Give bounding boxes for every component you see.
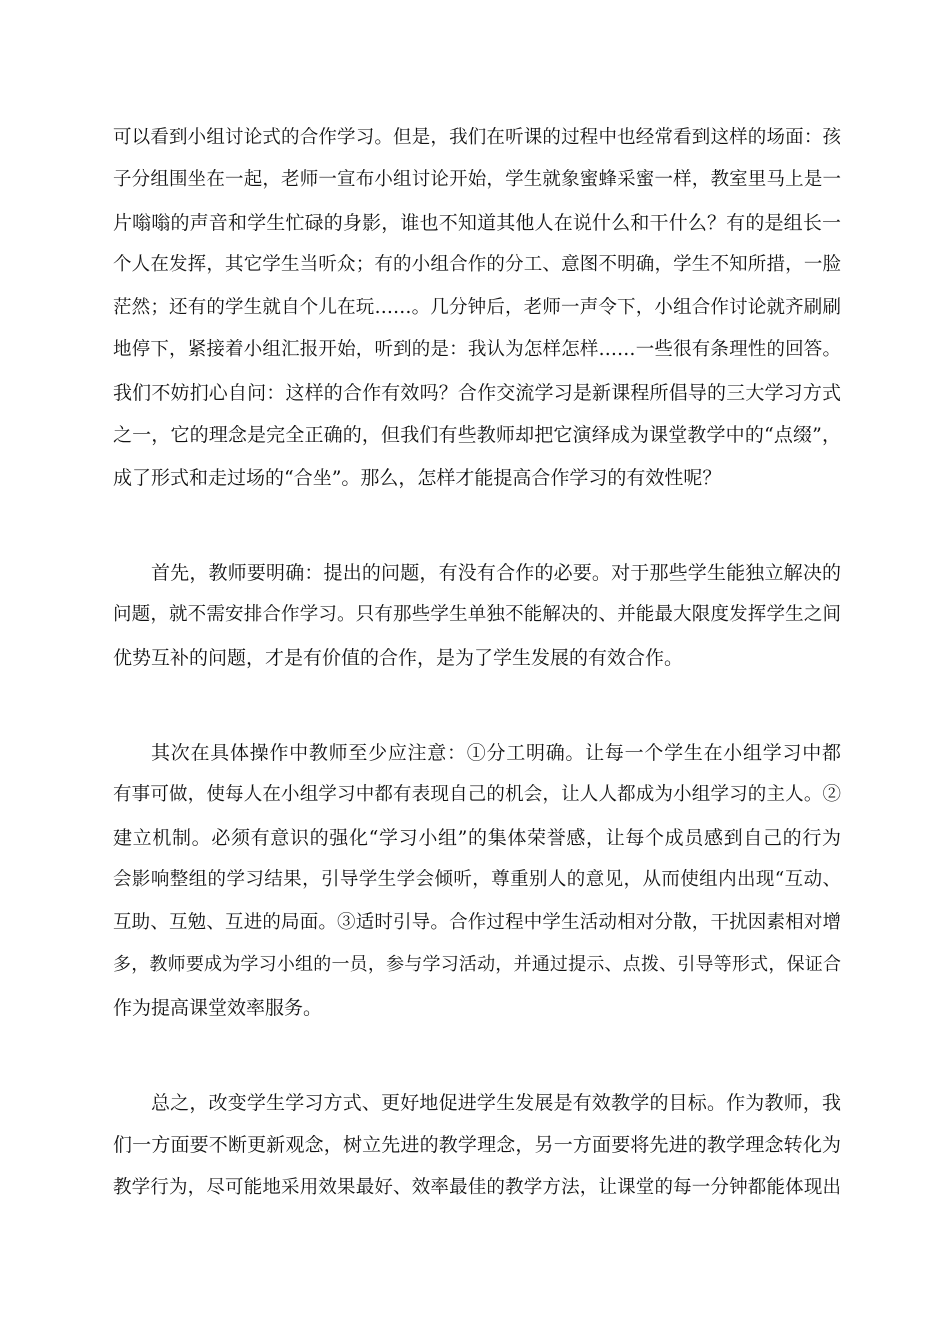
text-line: 之一，它的理念是完全正确的，但我们有些教师却把它演绎成为课堂教学中的“点缀”， xyxy=(113,424,841,446)
text-line: 会影响整组的学习结果，引导学生学会倾听，尊重别人的意见，从而使组内出现“互动、 xyxy=(113,869,841,890)
text-line: 互助、互勉、互进的局面。③适时引导。合作过程中学生活动相对分散，干扰因素相对增 xyxy=(113,912,841,933)
text-line: 有事可做，使每人在小组学习中都有表现自己的机会，让人人都成为小组学习的主人。② xyxy=(113,784,841,805)
text-line: 其次在具体操作中教师至少应注意：①分工明确。让每一个学生在小组学习中都 xyxy=(151,742,841,764)
text-line: 个人在发挥，其它学生当听众；有的小组合作的分工、意图不明确，学生不知所措，一脸 xyxy=(113,254,841,275)
text-line: 教学行为，尽可能地采用效果最好、效率最佳的教学方法，让课堂的每一分钟都能体现出 xyxy=(113,1177,841,1198)
text-line: 地停下，紧接着小组汇报开始，听到的是：我认为怎样怎样……一些很有条理性的回答。 xyxy=(113,339,841,360)
text-line: 们一方面要不断更新观念，树立先进的教学理念，另一方面要将先进的教学理念转化为 xyxy=(113,1134,841,1156)
text-line: 作为提高课堂效率服务。 xyxy=(113,997,323,1019)
text-line: 片嗡嗡的声音和学生忙碌的身影，谁也不知道其他人在说什么和干什么？有的是组长一 xyxy=(113,212,841,234)
text-line: 优势互补的问题，才是有价值的合作，是为了学生发展的有效合作。 xyxy=(113,647,684,669)
text-line: 首先，教师要明确：提出的问题，有没有合作的必要。对于那些学生能独立解决的 xyxy=(151,562,841,584)
text-line: 总之，改变学生学习方式、更好地促进学生发展是有效教学的目标。作为教师，我 xyxy=(151,1092,841,1114)
text-line: 子分组围坐在一起，老师一宣布小组讨论开始，学生就象蜜蜂采蜜一样，教室里马上是一 xyxy=(113,169,841,190)
text-line: 成了形式和走过场的“合坐”。那么，怎样才能提高合作学习的有效性呢？ xyxy=(113,467,722,489)
text-line: 茫然；还有的学生就自个儿在玩……。几分钟后，老师一声令下，小组合作讨论就齐刷刷 xyxy=(113,297,841,318)
text-line: 可以看到小组讨论式的合作学习。但是，我们在听课的过程中也经常看到这样的场面：孩 xyxy=(113,127,841,148)
text-line: 多，教师要成为学习小组的一员，参与学习活动，并通过提示、点拨、引导等形式，保证合 xyxy=(113,954,841,975)
text-line: 建立机制。必须有意识的强化“学习小组”的集体荣誉感，让每个成员感到自己的行为 xyxy=(113,827,841,849)
text-line: 我们不妨扪心自问：这样的合作有效吗？合作交流学习是新课程所倡导的三大学习方式 xyxy=(113,382,841,404)
text-line: 问题，就不需安排合作学习。只有那些学生单独不能解决的、并能最大限度发挥学生之间 xyxy=(113,604,841,625)
